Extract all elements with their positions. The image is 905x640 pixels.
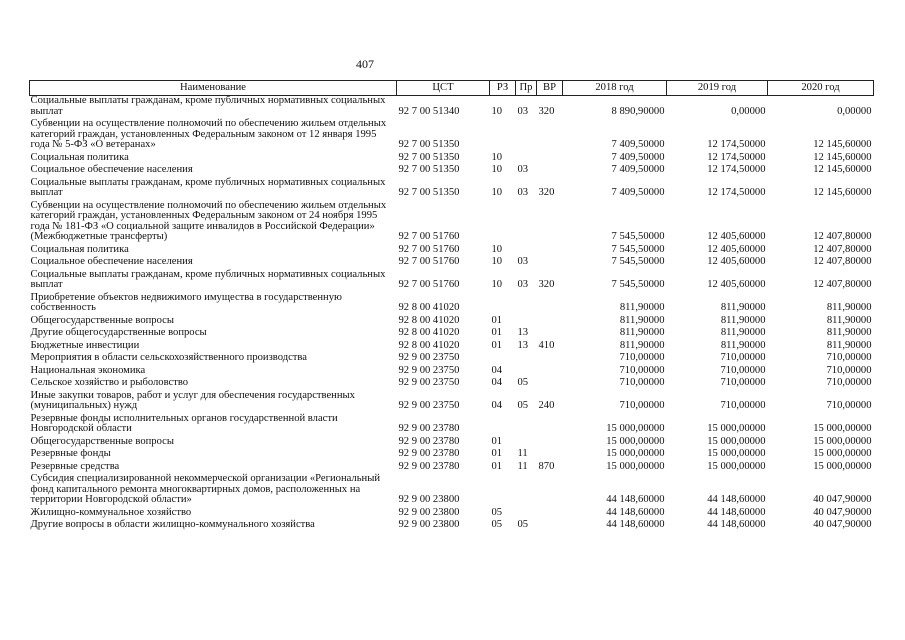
row-cst-cell: 92 7 00 51350 (398, 151, 460, 163)
row-name-cell: Субсидия специализированной некоммерческой организации «Региональный фонд капитального ремонта многоквартирных домов, расположенных на территории Новгородской области» (30, 473, 380, 505)
row-cst-cell: 92 9 00 23780 (398, 460, 460, 472)
row-cst-cell: 92 7 00 51350 (398, 187, 460, 198)
row-cst-cell: 92 7 00 51760 (398, 279, 460, 290)
row-2019-cell: 710,00000 (720, 364, 766, 376)
row-vr-cell (537, 366, 563, 379)
row-2018-cell: 7 545,50000 (611, 256, 665, 267)
row-cst-cell: 92 8 00 41020 (398, 327, 460, 338)
row-cst-cell: 92 8 00 41020 (398, 339, 460, 351)
row-rz-cell (490, 201, 516, 245)
row-2018-cell: 44 148,60000 (606, 519, 665, 530)
row-2018-cell: 7 409,50000 (611, 187, 665, 198)
row-2019-cell: 44 148,60000 (707, 494, 766, 505)
row-name-cell: Субвенции на осуществление полномочий по обеспечению жильем отдельных категорий граждан, установленных Федеральным законом от 24 ноября 1995 года № 181-ФЗ «О социальной защите инвалидов в Российской Федерации» (Межбюджетные трансферты) (30, 199, 387, 242)
row-pr-cell: 05 (517, 377, 529, 388)
row-vr-cell (537, 293, 563, 316)
row-vr-cell (537, 353, 563, 366)
row-pr-cell (516, 293, 537, 316)
row-2020-cell: 811,90000 (826, 302, 872, 313)
row-2020-cell: 710,00000 (826, 400, 872, 411)
row-pr-cell (516, 201, 537, 245)
row-cst-cell: 92 7 00 51760 (398, 243, 460, 255)
row-cst-cell: 92 9 00 23750 (398, 364, 460, 376)
row-name-cell: Общегосударственные вопросы (30, 435, 174, 447)
row-2019-cell: 44 148,60000 (707, 519, 766, 530)
row-2019-cell: 12 174,50000 (707, 187, 766, 198)
row-cst-cell: 92 9 00 23750 (398, 400, 460, 411)
row-2020-cell: 811,90000 (826, 327, 872, 338)
row-cst-cell: 92 9 00 23800 (398, 494, 460, 505)
row-pr-cell: 11 (517, 448, 528, 459)
row-rz-cell: 10 (491, 243, 503, 255)
row-2020-cell: 710,00000 (826, 352, 872, 363)
row-name-cell: Другие общегосударственные вопросы (30, 327, 207, 338)
row-2019-cell: 44 148,60000 (707, 506, 766, 518)
row-2020-cell: 15 000,00000 (813, 435, 872, 447)
row-cst-cell: 92 9 00 23780 (398, 435, 460, 447)
column-header-vr: ВР (537, 81, 563, 96)
row-vr-cell (537, 153, 563, 166)
row-2020-cell: 12 145,60000 (813, 164, 872, 175)
row-2019-cell: 710,00000 (720, 400, 766, 411)
row-rz-cell: 10 (491, 151, 503, 163)
table-row (30, 328, 874, 341)
row-2019-cell: 0,00000 (731, 105, 766, 117)
row-name-cell: Социальное обеспечение населения (30, 164, 193, 175)
row-2019-cell: 710,00000 (720, 352, 766, 363)
row-cst-cell: 92 7 00 51340 (398, 105, 460, 117)
row-name-cell: Резервные средства (30, 460, 120, 472)
row-name-cell: Социальные выплаты гражданам, кроме публичных нормативных социальных выплат (30, 268, 386, 290)
table-row (30, 165, 874, 178)
row-vr-cell: 320 (538, 279, 555, 290)
row-2019-cell: 811,90000 (720, 302, 766, 313)
row-cst-cell: 92 9 00 23780 (398, 448, 460, 459)
row-vr-cell: 410 (538, 339, 555, 351)
row-pr-cell: 11 (517, 460, 528, 472)
table-row (30, 391, 874, 414)
row-2018-cell: 710,00000 (619, 400, 665, 411)
row-pr-cell (516, 474, 537, 508)
page-number: 407 (356, 57, 374, 71)
row-cst-cell: 92 7 00 51350 (398, 164, 460, 175)
row-rz-cell: 10 (491, 105, 503, 117)
row-pr-cell: 03 (517, 105, 529, 117)
row-2020-cell: 710,00000 (826, 377, 872, 388)
row-name-cell: Социальное обеспечение населения (30, 256, 193, 267)
row-cst-cell: 92 9 00 23750 (398, 352, 460, 363)
row-pr-cell: 03 (517, 256, 529, 267)
row-rz-cell (490, 474, 516, 508)
row-rz-cell: 01 (491, 448, 503, 459)
row-2019-cell: 12 405,60000 (707, 256, 766, 267)
row-2020-cell: 40 047,90000 (813, 494, 872, 505)
row-vr-cell: 240 (538, 400, 555, 411)
row-vr-cell (537, 414, 563, 437)
row-2019-cell: 12 405,60000 (707, 243, 766, 255)
row-2018-cell: 15 000,00000 (606, 423, 665, 434)
row-vr-cell: 320 (538, 105, 555, 117)
table-row (30, 520, 874, 533)
row-2020-cell: 40 047,90000 (813, 506, 872, 518)
row-name-cell: Социальная политика (30, 243, 129, 255)
row-name-cell: Резервные фонды исполнительных органов государственной власти Новгородской области (30, 412, 338, 434)
row-2020-cell: 15 000,00000 (813, 423, 872, 434)
budget-table (29, 80, 874, 533)
table-row (30, 378, 874, 391)
table-row (30, 270, 874, 293)
row-2018-cell: 710,00000 (619, 364, 665, 376)
column-header-pr: Пр (516, 81, 537, 96)
row-rz-cell: 10 (491, 187, 503, 198)
row-2020-cell: 15 000,00000 (813, 448, 872, 459)
row-2018-cell: 811,90000 (619, 302, 665, 313)
row-cst-cell: 92 9 00 23800 (398, 506, 460, 518)
row-name-cell: Другие вопросы в области жилищно-коммунального хозяйства (30, 519, 315, 530)
row-pr-cell: 05 (517, 519, 529, 530)
row-2018-cell: 44 148,60000 (606, 506, 665, 518)
row-2020-cell: 12 407,80000 (813, 279, 872, 290)
row-2019-cell: 811,90000 (720, 327, 766, 338)
row-2020-cell: 40 047,90000 (813, 519, 872, 530)
table-row (30, 414, 874, 437)
row-rz-cell: 01 (491, 339, 503, 351)
row-cst-cell: 92 9 00 23800 (398, 519, 460, 530)
row-rz-cell: 10 (491, 164, 503, 175)
row-2020-cell: 710,00000 (826, 364, 872, 376)
row-2019-cell: 12 405,60000 (707, 279, 766, 290)
row-2018-cell: 710,00000 (619, 377, 665, 388)
row-2018-cell: 8 890,90000 (611, 105, 665, 117)
row-2019-cell: 710,00000 (720, 377, 766, 388)
column-header-2020: 2020 год (768, 81, 874, 96)
row-2020-cell: 12 145,60000 (813, 139, 872, 150)
table-row (30, 96, 874, 120)
row-pr-cell: 03 (517, 279, 529, 290)
row-2018-cell: 7 545,50000 (611, 243, 665, 255)
row-name-cell: Мероприятия в области сельскохозяйственного производства (30, 352, 307, 363)
row-2019-cell: 12 174,50000 (707, 164, 766, 175)
row-vr-cell (537, 378, 563, 391)
row-vr-cell: 320 (538, 187, 555, 198)
row-rz-cell: 05 (491, 519, 503, 530)
table-row (30, 119, 874, 153)
row-vr-cell (537, 449, 563, 462)
row-2018-cell: 811,90000 (619, 339, 665, 351)
row-2019-cell: 12 174,50000 (707, 151, 766, 163)
column-header-2018: 2018 год (563, 81, 667, 96)
row-2020-cell: 12 407,80000 (813, 231, 872, 242)
row-2019-cell: 811,90000 (720, 314, 766, 326)
row-2019-cell: 811,90000 (720, 339, 766, 351)
table-row (30, 474, 874, 508)
row-cst-cell: 92 9 00 23780 (398, 423, 460, 434)
row-rz-cell: 04 (491, 364, 503, 376)
row-2019-cell: 15 000,00000 (707, 448, 766, 459)
table-row (30, 178, 874, 201)
row-2018-cell: 7 545,50000 (611, 231, 665, 242)
row-pr-cell: 13 (517, 327, 529, 338)
row-vr-cell: 870 (538, 460, 555, 472)
row-2018-cell: 15 000,00000 (606, 460, 665, 472)
row-2018-cell: 15 000,00000 (606, 448, 665, 459)
row-2020-cell: 15 000,00000 (813, 460, 872, 472)
table-row (30, 201, 874, 245)
row-vr-cell (537, 245, 563, 258)
row-2019-cell: 15 000,00000 (707, 423, 766, 434)
row-2018-cell: 44 148,60000 (606, 494, 665, 505)
row-pr-cell (516, 119, 537, 153)
row-2018-cell: 7 409,50000 (611, 164, 665, 175)
row-name-cell: Резервные фонды (30, 448, 111, 459)
row-2020-cell: 811,90000 (826, 339, 872, 351)
table-header-row (30, 81, 874, 96)
row-rz-cell: 01 (491, 460, 503, 472)
row-name-cell: Социальная политика (30, 151, 129, 163)
row-name-cell: Иные закупки товаров, работ и услуг для обеспечения государственных (муниципальных) нужд (30, 389, 355, 411)
row-rz-cell: 01 (491, 435, 503, 447)
table-body (30, 96, 874, 533)
column-header-2019: 2019 год (667, 81, 768, 96)
row-rz-cell (490, 119, 516, 153)
row-cst-cell: 92 8 00 41020 (398, 302, 460, 313)
row-vr-cell (537, 474, 563, 508)
row-pr-cell: 03 (517, 187, 529, 198)
row-2018-cell: 811,90000 (619, 314, 665, 326)
row-cst-cell: 92 9 00 23750 (398, 377, 460, 388)
row-vr-cell (537, 165, 563, 178)
row-2018-cell: 7 545,50000 (611, 279, 665, 290)
row-vr-cell (537, 119, 563, 153)
table-row (30, 257, 874, 270)
row-pr-cell (516, 353, 537, 366)
row-2019-cell: 15 000,00000 (707, 460, 766, 472)
row-2018-cell: 15 000,00000 (606, 435, 665, 447)
row-name-cell: Социальные выплаты гражданам, кроме публичных нормативных социальных выплат (30, 176, 386, 198)
row-rz-cell: 04 (491, 400, 503, 411)
row-rz-cell: 05 (491, 506, 503, 518)
row-pr-cell: 03 (517, 164, 529, 175)
row-name-cell: Национальная экономика (30, 364, 146, 376)
row-2020-cell: 12 407,80000 (813, 256, 872, 267)
row-2018-cell: 811,90000 (619, 327, 665, 338)
row-name-cell: Жилищно-коммунальное хозяйство (30, 506, 192, 518)
row-cst-cell: 92 7 00 51760 (398, 256, 460, 267)
row-vr-cell (537, 437, 563, 450)
table-row (30, 293, 874, 316)
row-rz-cell: 10 (491, 256, 503, 267)
row-pr-cell: 13 (517, 339, 529, 351)
row-name-cell: Бюджетные инвестиции (30, 339, 140, 351)
row-2020-cell: 12 407,80000 (813, 243, 872, 255)
row-vr-cell (537, 316, 563, 329)
row-rz-cell (490, 414, 516, 437)
row-name-cell: Субвенции на осуществление полномочий по обеспечению жильем отдельных категорий граждан, установленных Федеральным законом от 12 января 1995 года № 5-ФЗ «О ветеранах» (30, 118, 387, 150)
row-rz-cell: 01 (491, 327, 503, 338)
row-cst-cell: 92 7 00 51760 (398, 231, 460, 242)
row-name-cell: Общегосударственные вопросы (30, 314, 174, 326)
row-cst-cell: 92 7 00 51350 (398, 139, 460, 150)
row-rz-cell: 04 (491, 377, 503, 388)
column-header-cst: ЦСТ (397, 81, 490, 96)
row-2019-cell: 12 174,50000 (707, 139, 766, 150)
row-2020-cell: 811,90000 (826, 314, 872, 326)
table-row (30, 353, 874, 366)
row-pr-cell: 05 (517, 400, 529, 411)
row-2019-cell: 15 000,00000 (707, 435, 766, 447)
row-vr-cell (537, 201, 563, 245)
row-rz-cell (490, 293, 516, 316)
column-header-name: Наименование (30, 81, 397, 96)
row-vr-cell (537, 328, 563, 341)
row-2018-cell: 7 409,50000 (611, 151, 665, 163)
row-2019-cell: 12 405,60000 (707, 231, 766, 242)
row-2018-cell: 710,00000 (619, 352, 665, 363)
row-cst-cell: 92 8 00 41020 (398, 314, 460, 326)
row-2018-cell: 7 409,50000 (611, 139, 665, 150)
row-rz-cell: 01 (491, 314, 503, 326)
row-rz-cell (490, 353, 516, 366)
table-row (30, 449, 874, 462)
row-vr-cell (537, 520, 563, 533)
row-name-cell: Социальные выплаты гражданам, кроме публичных нормативных социальных выплат (30, 95, 386, 117)
row-rz-cell: 10 (491, 279, 503, 290)
row-2020-cell: 0,00000 (837, 105, 872, 117)
row-2020-cell: 12 145,60000 (813, 187, 872, 198)
row-2020-cell: 12 145,60000 (813, 151, 872, 163)
row-name-cell: Приобретение объектов недвижимого имущества в государственную собственность (30, 291, 342, 313)
row-vr-cell (537, 508, 563, 521)
row-vr-cell (537, 257, 563, 270)
row-name-cell: Сельское хозяйство и рыболовство (30, 377, 189, 388)
row-pr-cell (516, 414, 537, 437)
column-header-rz: РЗ (490, 81, 516, 96)
